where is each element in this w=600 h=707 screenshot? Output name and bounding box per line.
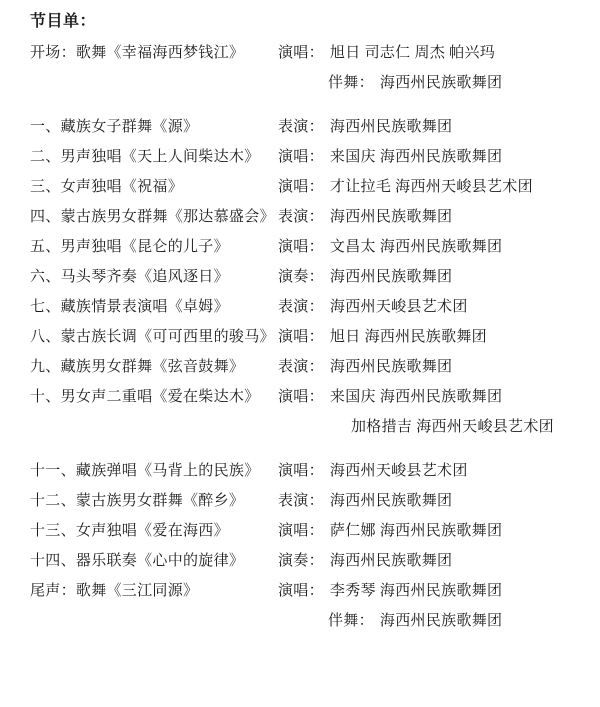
credit-performers: 海西州天峻县艺术团 [329,299,468,315]
program-item-title: 开场：歌舞《幸福海西梦钱江》 [30,45,245,61]
credit-role-label: 演唱 ： [278,385,324,406]
program-item-title: 十一、藏族弹唱《马背上的民族》 [30,463,260,479]
program-list-document [0,8,600,707]
program-row [0,355,600,385]
credit-performers: 海西州民族歌舞团 [329,119,453,135]
credit-performers: 海西州民族歌舞团 [329,553,453,569]
credit-performers: 海西州民族歌舞团 [329,493,453,509]
credit-performers: 海西州民族歌舞团 [379,613,503,629]
credit-performers: 来国庆 海西州民族歌舞团 [329,149,503,165]
program-item-credits [278,71,600,92]
program-row [0,71,600,101]
program-item-title: 八、蒙古族长调《可可西里的骏马》 [30,329,275,345]
program-item-title: 五、男声独唱《昆仑的儿子》 [30,239,229,255]
credit-performers: 文昌太 海西州民族歌舞团 [329,239,503,255]
credit-role-label: 演奏 ： [278,549,324,570]
program-row [0,205,600,235]
program-item-title: 十二、蒙古族男女群舞《醉乡》 [30,493,245,509]
credit-performers: 才让拉毛 海西州天峻县艺术团 [329,179,533,195]
program-row [0,519,600,549]
credit-role-label: 伴舞 ： [328,609,374,630]
program-item-title: 十、男女声二重唱《爱在柴达木》 [30,389,260,405]
program-item-credits [278,385,600,406]
page-title: 节目单： [30,13,97,30]
credit-performers: 旭日 海西州民族歌舞团 [329,329,487,345]
program-row [0,175,600,205]
program-row [0,579,600,609]
credit-role-label: 演唱 ： [278,459,324,480]
program-item-credits [278,489,600,510]
program-item-title: 二、男声独唱《天上人间柴达木》 [30,149,260,165]
program-item-credits [278,235,600,256]
program-item-title: 十三、女声独唱《爱在海西》 [30,523,229,539]
program-row [0,549,600,579]
credit-performers: 海西州民族歌舞团 [329,269,453,285]
program-item-credits [278,355,600,376]
program-item-credits [278,609,600,630]
credit-performers: 李秀琴 海西州民族歌舞团 [329,583,503,599]
credit-role-label: 伴舞 ： [328,71,374,92]
credit-role-label: 表演 ： [278,115,324,136]
credit-role-label: 表演 ： [278,205,324,226]
credit-performers: 海西州民族歌舞团 [329,209,453,225]
program-item-credits [278,295,600,316]
row-spacer [0,445,600,459]
program-item-credits [278,115,600,136]
program-item-title: 九、藏族男女群舞《弦音鼓舞》 [30,359,245,375]
credit-performers: 海西州民族歌舞团 [329,359,453,375]
credit-role-label: 演唱 ： [278,145,324,166]
program-item-credits [278,549,600,570]
program-item-title: 一、藏族女子群舞《源》 [30,119,199,135]
program-row [0,265,600,295]
program-item-title: 三、女声独唱《祝福》 [30,179,184,195]
credit-performers: 加格措吉 海西州天峻县艺术团 [351,419,554,435]
program-item-title: 尾声：歌舞《三江同源》 [30,583,199,599]
row-spacer [0,101,600,115]
program-item-credits [278,175,600,196]
program-item-credits [278,415,600,436]
credit-role-label: 表演 ： [278,489,324,510]
credit-role-label: 演唱 ： [278,235,324,256]
credit-performers: 旭日 司志仁 周杰 帕兴玛 [329,45,496,61]
program-item-credits [278,41,600,62]
credit-role-label: 演唱 ： [278,175,324,196]
credit-role-label: 演唱 ： [278,579,324,600]
credit-role-label: 演奏 ： [278,265,324,286]
program-row [0,489,600,519]
credit-role-label: 表演 ： [278,355,324,376]
credit-role-label: 演唱 ： [278,41,324,62]
program-item-title: 六、马头琴齐奏《追风逐日》 [30,269,229,285]
credit-performers: 来国庆 海西州民族歌舞团 [329,389,503,405]
credit-role-label: 演唱 ： [278,325,324,346]
program-row [0,609,600,639]
program-item-title: 十四、器乐联奏《心中的旋律》 [30,553,245,569]
program-row [0,115,600,145]
program-item-credits [278,459,600,480]
credit-role-label: 演唱 ： [278,519,324,540]
program-item-title: 四、蒙古族男女群舞《那达慕盛会》 [30,209,275,225]
program-row [0,459,600,489]
program-row [0,325,600,355]
program-item-credits [278,579,600,600]
credit-performers: 海西州民族歌舞团 [379,75,503,91]
program-item-credits [278,519,600,540]
credit-role-label: 表演 ： [278,295,324,316]
credit-performers: 海西州天峻县艺术团 [329,463,468,479]
program-row [0,295,600,325]
program-item-credits [278,205,600,226]
program-item-credits [278,325,600,346]
program-row [0,145,600,175]
program-rows [0,41,600,639]
program-item-credits [278,145,600,166]
program-row [0,385,600,415]
program-row [0,235,600,265]
program-row [0,41,600,71]
program-item-title: 七、藏族情景表演唱《卓姆》 [30,299,229,315]
program-item-credits [278,265,600,286]
credit-performers: 萨仁娜 海西州民族歌舞团 [329,523,503,539]
program-row [0,415,600,445]
